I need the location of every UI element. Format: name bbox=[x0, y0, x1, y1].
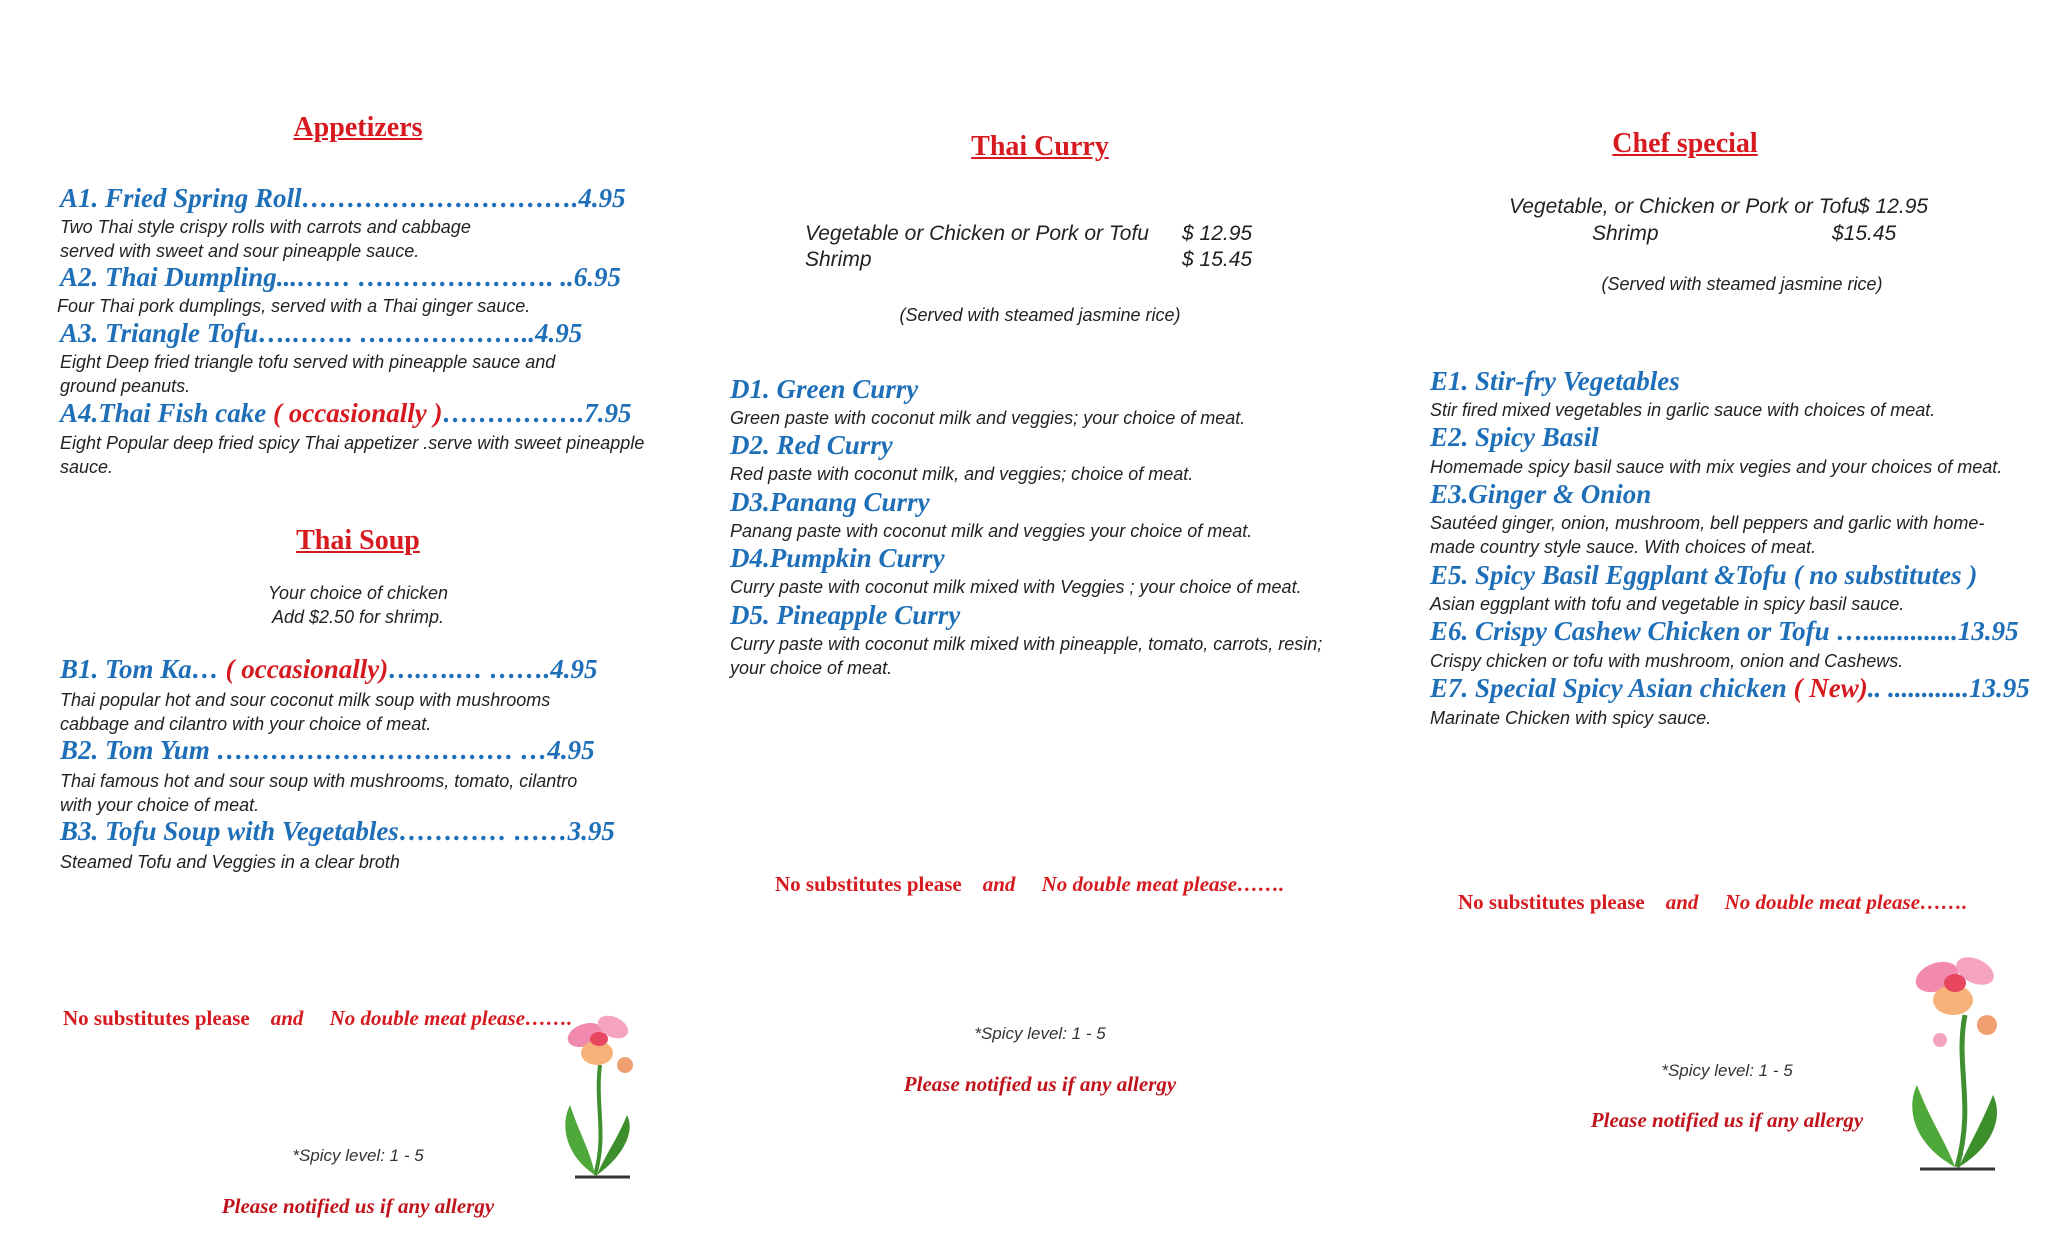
menu-item-desc: Eight Popular deep fried spicy Thai appetizer .serve with sweet pineapple bbox=[60, 433, 645, 453]
soup-note: Add $2.50 for shrimp. bbox=[271, 607, 445, 627]
occasionally-note: ( occasionally) bbox=[225, 654, 389, 684]
menu-item-d3: D3.Panang Curry bbox=[730, 487, 930, 517]
spicy-level-note: *Spicy level: 1 - 5 bbox=[974, 1024, 1106, 1043]
menu-item-desc: ground peanuts. bbox=[60, 376, 191, 396]
middle-column bbox=[720, 0, 1360, 1243]
item-title-text: A4.Thai Fish cake bbox=[60, 398, 274, 428]
menu-item-desc: with your choice of meat. bbox=[60, 795, 260, 815]
nosub-text: No substitutes please bbox=[1458, 890, 1645, 914]
served-note: (Served with steamed jasmine rice) bbox=[1601, 274, 1883, 294]
menu-item-d4: D4.Pumpkin Curry bbox=[730, 543, 945, 573]
no-substitutes-note bbox=[63, 1006, 572, 1031]
menu-item-desc: sauce. bbox=[60, 457, 114, 477]
menu-item-a1: A1. Fried Spring Roll………………………….4.95 bbox=[60, 183, 626, 213]
menu-item-desc: Sautéed ginger, onion, mushroom, bell peppers and garlic with home- bbox=[1430, 513, 1985, 533]
no-double-meat-text: No double meat please……. bbox=[1041, 872, 1285, 896]
menu-item-desc: served with sweet and sour pineapple sauce. bbox=[60, 241, 420, 261]
price-value: $ 12.95 bbox=[1182, 222, 1253, 245]
menu-item-a3: A3. Triangle Tofu….……. ………………..4.95 bbox=[60, 318, 583, 348]
item-price-leader: …………….7.95 bbox=[442, 398, 632, 428]
occasionally-note: ( occasionally ) bbox=[273, 398, 443, 428]
item-title-text: B1. Tom Ka… bbox=[60, 654, 226, 684]
nosub-text: No substitutes please bbox=[63, 1006, 250, 1030]
appetizers-heading: Appetizers bbox=[293, 112, 423, 143]
menu-item-desc: Eight Deep fried triangle tofu served with pineapple sauce and bbox=[60, 352, 556, 372]
menu-item-e6: E6. Crispy Cashew Chicken or Tofu …..............13.95 bbox=[1430, 616, 2019, 646]
allergy-note: Please notified us if any allergy bbox=[1590, 1108, 1864, 1132]
menu-item-desc: your choice of meat. bbox=[730, 658, 893, 678]
nosub-and: and bbox=[982, 872, 1016, 896]
orchid-flower-icon bbox=[1895, 945, 2010, 1175]
menu-item-d5: D5. Pineapple Curry bbox=[730, 600, 961, 630]
price-label: Shrimp bbox=[1592, 222, 1659, 245]
served-note: (Served with steamed jasmine rice) bbox=[899, 305, 1181, 325]
menu-item-desc: Four Thai pork dumplings, served with a Thai ginger sauce. bbox=[57, 296, 531, 316]
menu-item-desc: Steamed Tofu and Veggies in a clear broth bbox=[60, 852, 400, 872]
menu-item-desc: Green paste with coconut milk and veggies; your choice of meat. bbox=[730, 408, 1246, 428]
price-label: Shrimp bbox=[805, 248, 872, 271]
new-badge: ( New) bbox=[1793, 673, 1868, 703]
menu-item-b2: B2. Tom Yum …………………………… …4.95 bbox=[60, 735, 595, 765]
allergy-note: Please notified us if any allergy bbox=[903, 1072, 1177, 1096]
menu-item-desc: Crispy chicken or tofu with mushroom, onion and Cashews. bbox=[1430, 651, 1904, 671]
nosub-text: No substitutes please bbox=[775, 872, 962, 896]
nosub-and: and bbox=[270, 1006, 304, 1030]
menu-item-a2: A2. Thai Dumpling...…… …………………. ..6.95 bbox=[60, 262, 622, 292]
spicy-level-note: *Spicy level: 1 - 5 bbox=[1661, 1061, 1793, 1080]
menu-item-e2: E2. Spicy Basil bbox=[1430, 422, 1599, 452]
menu-item-desc: Stir fired mixed vegetables in garlic sauce with choices of meat. bbox=[1430, 400, 1936, 420]
item-price-leader: ….….… …….4.95 bbox=[388, 654, 598, 684]
menu-item-desc: cabbage and cilantro with your choice of meat. bbox=[60, 714, 432, 734]
chef-special-heading: Chef special bbox=[1612, 128, 1758, 159]
menu-item-desc: Thai popular hot and sour coconut milk soup with mushrooms bbox=[60, 690, 551, 710]
menu-item-desc: Curry paste with coconut milk mixed with Veggies ; your choice of meat. bbox=[730, 577, 1302, 597]
allergy-note: Please notified us if any allergy bbox=[221, 1194, 495, 1218]
no-substitutes-note bbox=[1458, 890, 1967, 915]
menu-item-desc: Red paste with coconut milk, and veggies; choice of meat. bbox=[730, 464, 1194, 484]
soup-heading: Thai Soup bbox=[296, 525, 420, 556]
nosub-and: and bbox=[1665, 890, 1699, 914]
soup-note: Your choice of chicken bbox=[267, 583, 449, 603]
price-label: Vegetable, or Chicken or Pork or Tofu bbox=[1509, 195, 1859, 218]
no-double-meat-text: No double meat please……. bbox=[329, 1006, 573, 1030]
menu-item-desc: Asian eggplant with tofu and vegetable in spicy basil sauce. bbox=[1430, 594, 1905, 614]
price-value: $ 12.95 bbox=[1858, 195, 1929, 218]
menu-item-desc: Thai famous hot and sour soup with mushrooms, tomato, cilantro bbox=[60, 771, 578, 791]
menu-item-desc: Homemade spicy basil sauce with mix vegies and your choices of meat. bbox=[1430, 457, 2003, 477]
menu-item-e1: E1. Stir-fry Vegetables bbox=[1430, 366, 1680, 396]
price-value: $15.45 bbox=[1832, 222, 1897, 245]
menu-item-desc: Panang paste with coconut milk and veggies your choice of meat. bbox=[730, 521, 1253, 541]
menu-item-e5: E5. Spicy Basil Eggplant &Tofu ( no substitutes ) bbox=[1430, 560, 1978, 590]
price-value: $ 15.45 bbox=[1182, 248, 1253, 271]
menu-item-e3: E3.Ginger & Onion bbox=[1430, 479, 1652, 509]
menu-item-desc: Marinate Chicken with spicy sauce. bbox=[1430, 708, 1712, 728]
menu-item-desc: Two Thai style crispy rolls with carrots and cabbage bbox=[60, 217, 471, 237]
menu-item-d1: D1. Green Curry bbox=[730, 374, 919, 404]
menu-item-a4 bbox=[60, 398, 632, 428]
menu-item-b1 bbox=[60, 654, 598, 684]
spicy-level-note: *Spicy level: 1 - 5 bbox=[292, 1146, 424, 1165]
price-label: Vegetable or Chicken or Pork or Tofu bbox=[805, 222, 1149, 245]
no-substitutes-note bbox=[775, 872, 1284, 897]
orchid-flower-icon bbox=[555, 1005, 645, 1180]
menu-item-e7 bbox=[1430, 673, 2030, 703]
menu-item-b3: B3. Tofu Soup with Vegetables………… ……3.95 bbox=[60, 816, 615, 846]
menu-item-d2: D2. Red Curry bbox=[730, 430, 893, 460]
no-double-meat-text: No double meat please……. bbox=[1724, 890, 1968, 914]
item-price-leader: .. ............13.95 bbox=[1867, 673, 2030, 703]
item-title-text: E7. Special Spicy Asian chicken bbox=[1430, 673, 1794, 703]
menu-item-desc: made country style sauce. With choices of meat. bbox=[1430, 537, 1817, 557]
menu-item-desc: Curry paste with coconut milk mixed with pineapple, tomato, carrots, resin; bbox=[730, 634, 1323, 654]
curry-heading: Thai Curry bbox=[971, 131, 1109, 162]
